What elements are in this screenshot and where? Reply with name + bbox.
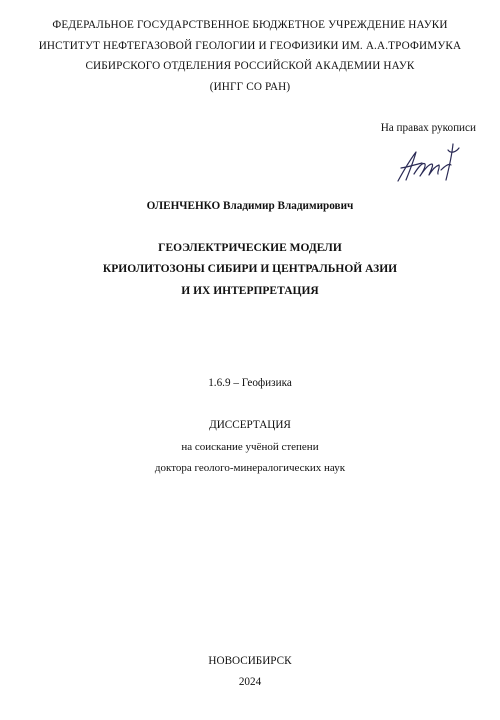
author-name: ОЛЕНЧЕНКО Владимир Владимирович bbox=[146, 200, 354, 212]
institution-line-3: СИБИРСКОГО ОТДЕЛЕНИЯ РОССИЙСКОЙ АКАДЕМИИ НАУК bbox=[85, 60, 415, 72]
year: 2024 bbox=[238, 676, 262, 688]
institution-abbreviation: (ИНГГ СО РАН) bbox=[209, 81, 291, 93]
degree-line-1: на соискание учёной степени bbox=[181, 441, 319, 453]
title-line-2: КРИОЛИТОЗОНЫ СИБИРИ И ЦЕНТРАЛЬНОЙ АЗИИ bbox=[102, 263, 398, 275]
document-kind: ДИССЕРТАЦИЯ bbox=[209, 419, 291, 431]
title-line-3: И ИХ ИНТЕРПРЕТАЦИЯ bbox=[181, 285, 319, 297]
manuscript-rights-note: На правах рукописи bbox=[380, 122, 476, 134]
institution-line-2: ИНСТИТУТ НЕФТЕГАЗОВОЙ ГЕОЛОГИИ И ГЕОФИЗИКИ ИМ. А.А.ТРОФИМУКА bbox=[38, 40, 462, 52]
handwritten-signature bbox=[392, 140, 464, 186]
degree-line-2: доктора геолого-минералогических наук bbox=[154, 462, 346, 474]
title-line-1: ГЕОЭЛЕКТРИЧЕСКИЕ МОДЕЛИ bbox=[158, 242, 342, 254]
city: НОВОСИБИРСК bbox=[208, 655, 292, 667]
institution-line-1: ФЕДЕРАЛЬНОЕ ГОСУДАРСТВЕННОЕ БЮДЖЕТНОЕ УЧРЕЖДЕНИЕ НАУКИ bbox=[52, 19, 448, 31]
specialty-code: 1.6.9 – Геофизика bbox=[208, 377, 292, 389]
